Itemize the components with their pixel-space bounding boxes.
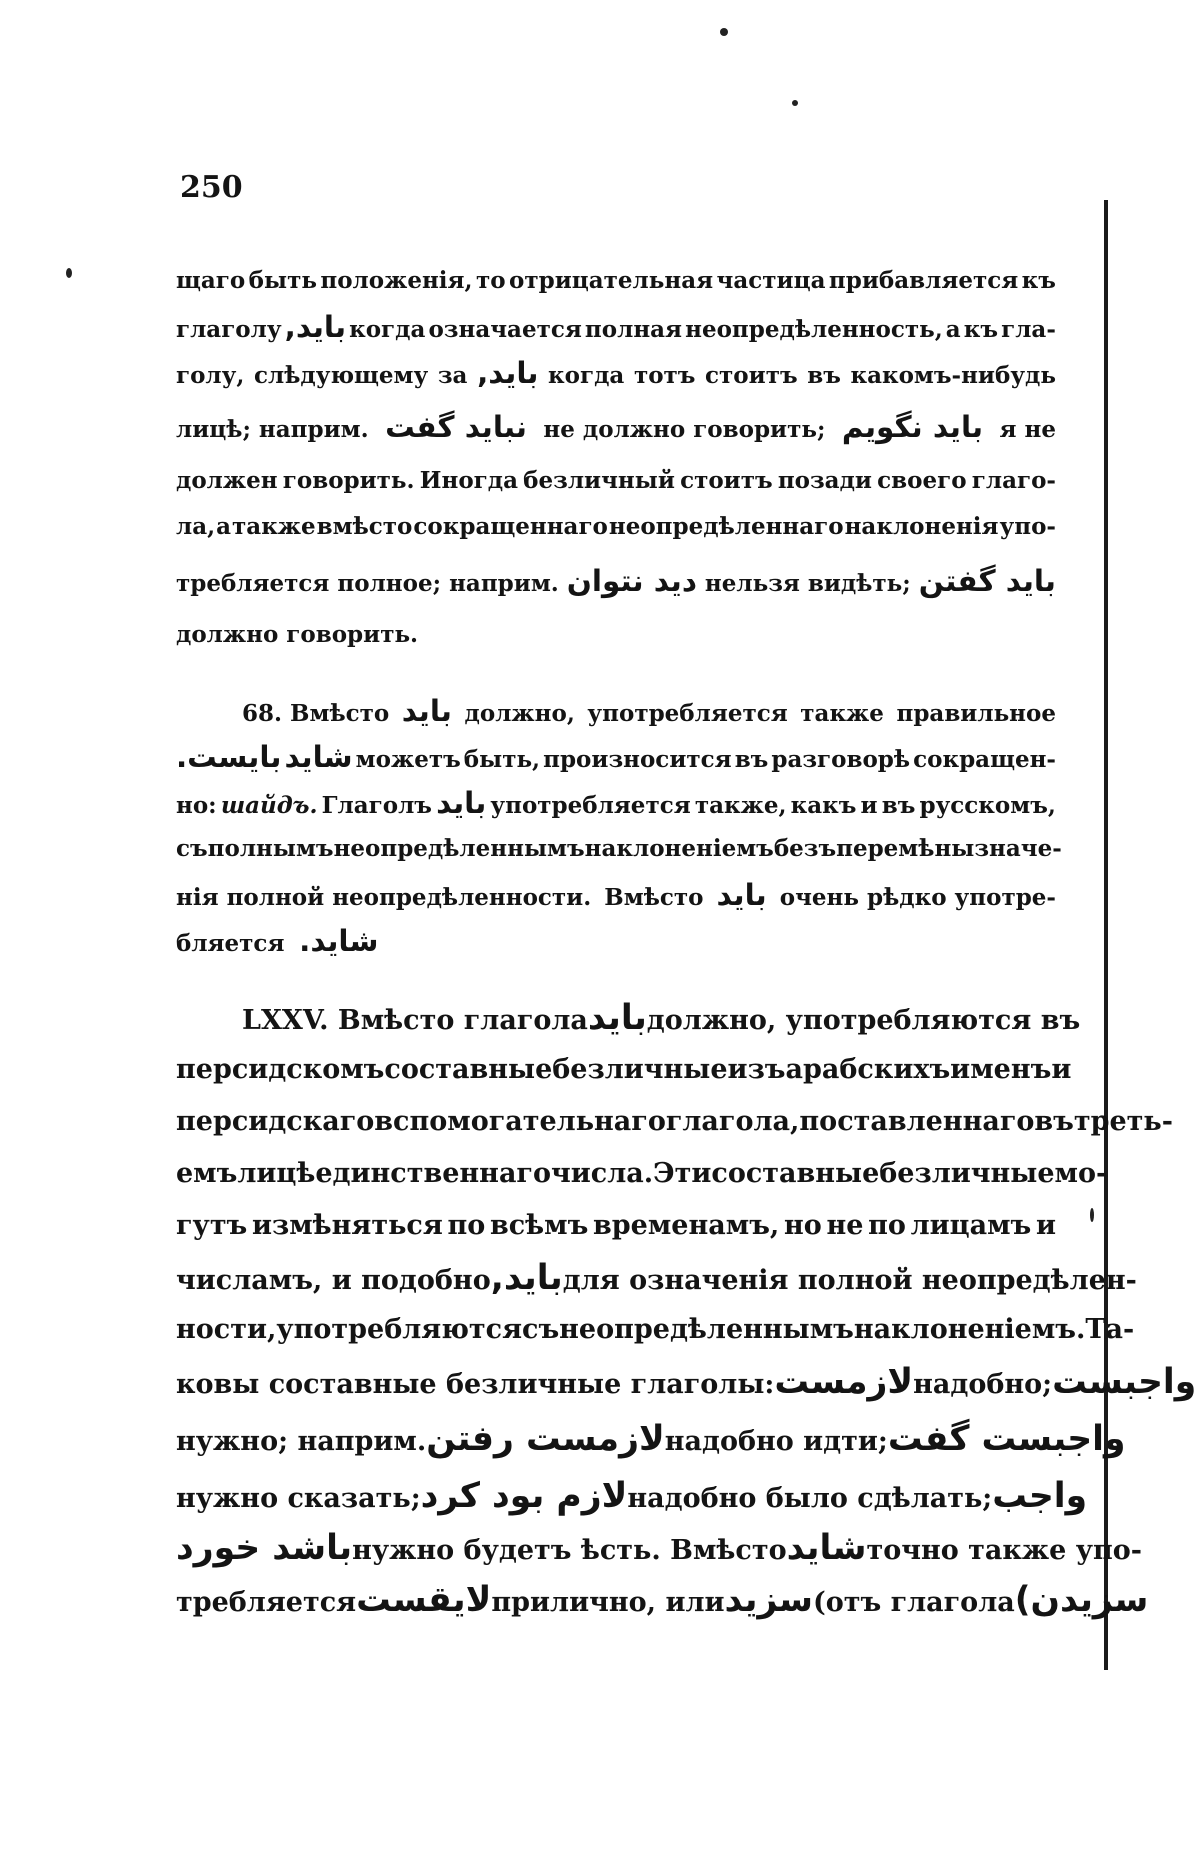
word: очень рѣдко употре- xyxy=(779,884,1056,911)
word: къ xyxy=(963,316,999,343)
word: перемѣны xyxy=(836,835,975,862)
word: безличные xyxy=(552,1054,728,1085)
word: составные xyxy=(384,1054,553,1085)
paragraph-note-1 xyxy=(176,258,1056,658)
word: своего xyxy=(877,467,967,494)
word: не xyxy=(826,1210,864,1241)
word: составные xyxy=(711,1158,880,1189)
word: по xyxy=(447,1210,486,1241)
word: слѣдующему xyxy=(254,362,429,389)
text-line xyxy=(176,780,1056,826)
text-line xyxy=(176,550,1056,612)
word: правильное xyxy=(896,700,1056,727)
persian-phrase: لازم بود کرد xyxy=(420,1476,628,1516)
persian-word: بایست. xyxy=(176,740,282,774)
word: ности, xyxy=(176,1314,277,1345)
word: глаголу xyxy=(176,316,282,343)
word: также xyxy=(800,700,884,727)
word: по xyxy=(868,1210,906,1241)
persian-word: سزید xyxy=(724,1580,813,1620)
word: какомъ-нибудь xyxy=(850,362,1056,389)
text-line xyxy=(176,1356,1196,1408)
word: когда xyxy=(349,316,426,343)
word: мо- xyxy=(1054,1158,1108,1189)
word: отрицательная xyxy=(509,267,714,294)
word: гутъ xyxy=(176,1210,248,1241)
word: въ xyxy=(1034,1106,1074,1137)
word: какъ xyxy=(790,792,857,819)
word: въ xyxy=(734,746,769,773)
word: говорить. xyxy=(282,467,415,494)
word: то xyxy=(475,267,506,294)
word: и xyxy=(860,792,878,819)
text-line xyxy=(176,1148,1108,1200)
persian-phrase: واجبست گفت xyxy=(887,1419,1126,1459)
word: голу, xyxy=(176,362,245,389)
word: употребляется xyxy=(490,792,691,819)
section-heading-inline: LXXV. Вмѣсто глагола xyxy=(242,1005,588,1036)
persian-word: شاید xyxy=(786,1528,867,1568)
word: сокращеннаго xyxy=(413,513,608,540)
persian-word: واجبست xyxy=(1052,1362,1196,1402)
word: также xyxy=(232,513,316,540)
word: полная xyxy=(584,316,683,343)
transliteration: шайдъ. xyxy=(220,792,318,819)
word: нельзя видѣть; xyxy=(704,570,911,597)
text-line xyxy=(176,688,1056,734)
word: вспомогательнаго xyxy=(374,1106,666,1137)
word: Вмѣсто xyxy=(604,884,704,911)
page-number: 250 xyxy=(180,170,243,205)
word: нужно сказать; xyxy=(176,1483,421,1514)
word: лицѣ xyxy=(237,1158,316,1189)
text-line xyxy=(176,1470,1088,1522)
word: быть, xyxy=(463,746,541,773)
word: въ xyxy=(881,792,916,819)
scan-speck xyxy=(1090,1208,1094,1222)
word: должно, употребляются въ xyxy=(646,1005,1081,1036)
word: должно говорить. xyxy=(176,621,419,648)
scan-speck xyxy=(720,28,728,36)
text-line xyxy=(176,1408,1126,1470)
text-line xyxy=(176,1522,1142,1574)
persian-word: سزیدن) xyxy=(1014,1580,1149,1620)
word: арабскихъ xyxy=(785,1054,951,1085)
word: русскомъ, xyxy=(919,792,1056,819)
word: можетъ xyxy=(355,746,461,773)
scan-speck xyxy=(66,268,72,278)
word: сокращен- xyxy=(913,746,1056,773)
persian-word: لایقست xyxy=(356,1580,492,1620)
text-line xyxy=(176,826,1062,872)
word: когда xyxy=(548,362,625,389)
text-line xyxy=(176,1304,1135,1356)
word: позади xyxy=(777,467,872,494)
persian-word: باید xyxy=(716,878,767,912)
word: безличные xyxy=(879,1158,1055,1189)
word: изъ xyxy=(727,1054,786,1085)
persian-word: باید, xyxy=(284,310,347,344)
word: упо- xyxy=(999,513,1056,540)
word: частица xyxy=(716,267,826,294)
word: неопредѣленнаго xyxy=(608,513,844,540)
scan-speck xyxy=(792,100,798,106)
word: нужно; наприм. xyxy=(176,1426,427,1457)
word: но: xyxy=(176,792,217,819)
word: щаго xyxy=(176,267,246,294)
word: я не xyxy=(999,416,1056,443)
word: съ xyxy=(522,1314,560,1345)
paragraph-68 xyxy=(176,688,1062,964)
word: съ xyxy=(176,835,208,862)
word: быть xyxy=(248,267,317,294)
persian-word: باید, xyxy=(477,356,539,390)
persian-phrase: باید نگویم xyxy=(841,410,984,444)
word: треть- xyxy=(1073,1106,1173,1137)
text-line xyxy=(176,1044,1072,1096)
word: въ xyxy=(807,362,841,389)
word: надобно идти; xyxy=(664,1426,888,1457)
word: положенія, xyxy=(320,267,473,294)
word: измѣняться xyxy=(251,1210,443,1241)
word: емъ xyxy=(176,1158,238,1189)
word: лицамъ xyxy=(910,1210,1032,1241)
word: не должно говорить; xyxy=(543,416,826,443)
word: числа. xyxy=(551,1158,654,1189)
word: надобно; xyxy=(913,1369,1053,1400)
persian-word: لازمست xyxy=(774,1362,914,1402)
word: ла, xyxy=(176,513,216,540)
word: за xyxy=(437,362,468,389)
word: произносится xyxy=(543,746,732,773)
word: надобно было сдѣлать; xyxy=(627,1483,993,1514)
word: всѣмъ xyxy=(489,1210,589,1241)
word: употребляется xyxy=(587,700,788,727)
text-line xyxy=(176,734,1056,780)
word: употребляются xyxy=(276,1314,523,1345)
persian-phrase: باشد خورد xyxy=(176,1528,353,1568)
word: лицѣ; наприм. xyxy=(176,416,369,443)
paragraph-lxxv xyxy=(176,992,1196,1626)
section-number: 68. Вмѣсто xyxy=(242,700,390,727)
word: (отъ глагола xyxy=(812,1587,1015,1618)
word: неопредѣленнымъ xyxy=(559,1314,854,1345)
word: разговорѣ xyxy=(771,746,911,773)
word: наклоненія xyxy=(844,513,999,540)
persian-word: باید, xyxy=(490,1258,563,1298)
word: также, xyxy=(694,792,787,819)
word: временамъ, xyxy=(593,1210,780,1241)
word: къ xyxy=(1021,267,1056,294)
word: Глаголъ xyxy=(321,792,432,819)
word: персидскаго xyxy=(176,1106,375,1137)
word: стоитъ xyxy=(705,362,798,389)
persian-word: باید xyxy=(587,998,647,1038)
word: и xyxy=(1051,1054,1072,1085)
word: а xyxy=(216,513,232,540)
word: бляется xyxy=(176,930,285,957)
text-line xyxy=(176,612,1056,658)
word: Иногда xyxy=(419,467,518,494)
text-line xyxy=(176,1252,1137,1304)
word: для означенія полной неопредѣлен- xyxy=(562,1265,1137,1296)
word: значе- xyxy=(974,835,1062,862)
word: прилично, или xyxy=(491,1587,725,1618)
word: поставленнаго xyxy=(799,1106,1035,1137)
word: Та- xyxy=(1085,1314,1135,1345)
word: персидскомъ xyxy=(176,1054,385,1085)
text-line xyxy=(176,258,1056,304)
persian-word: باید xyxy=(401,694,452,728)
word: глагола, xyxy=(665,1106,800,1137)
word: требляется полное; наприм. xyxy=(176,570,559,597)
word: глаго- xyxy=(971,467,1056,494)
word: нія полной неопредѣленности. xyxy=(176,884,592,911)
persian-phrase: دید نتوان xyxy=(566,564,697,598)
text-line xyxy=(176,350,1056,396)
persian-word: شاید. xyxy=(299,924,379,958)
word: но xyxy=(784,1210,822,1241)
word: полнымъ xyxy=(207,835,334,862)
persian-phrase: باید گفتن xyxy=(918,564,1056,598)
text-line xyxy=(176,992,1081,1044)
word: Эти xyxy=(653,1158,712,1189)
word: а xyxy=(945,316,961,343)
word: неопредѣленность, xyxy=(685,316,943,343)
word: означается xyxy=(428,316,582,343)
word: нужно будетъ ѣсть. Вмѣсто xyxy=(352,1535,787,1566)
text-line xyxy=(176,396,1056,458)
word: стоитъ xyxy=(680,467,773,494)
word: должен xyxy=(176,467,278,494)
text-line xyxy=(176,458,1056,504)
word: числамъ, и подобно xyxy=(176,1265,491,1296)
text-line xyxy=(176,504,1056,550)
text-line xyxy=(176,1096,1173,1148)
word: прибавляется xyxy=(828,267,1019,294)
text-line xyxy=(176,1200,1056,1252)
word: безличный xyxy=(523,467,675,494)
word: вмѣсто xyxy=(316,513,413,540)
word: гла- xyxy=(1001,316,1056,343)
word: и xyxy=(1035,1210,1056,1241)
persian-phrase: نباید گفت xyxy=(385,410,527,444)
word: именъ xyxy=(950,1054,1052,1085)
word: единственнаго xyxy=(315,1158,551,1189)
word: безъ xyxy=(773,835,837,862)
persian-word: باید xyxy=(436,786,487,820)
word: наклоненіемъ xyxy=(584,835,774,862)
word: должно, xyxy=(464,700,575,727)
persian-word: واجب xyxy=(992,1476,1088,1516)
persian-word: شاید xyxy=(284,740,353,774)
text-line xyxy=(176,304,1056,350)
text-line xyxy=(176,918,1056,964)
word: наклоненіемъ. xyxy=(853,1314,1086,1345)
text-line xyxy=(176,872,1056,918)
persian-phrase: لازمست رفتن xyxy=(426,1419,665,1459)
text-line xyxy=(176,1574,1149,1626)
word: тотъ xyxy=(633,362,696,389)
word: точно также упо- xyxy=(866,1535,1142,1566)
word: требляется xyxy=(176,1587,357,1618)
word: неопредѣленнымъ xyxy=(333,835,585,862)
word: ковы составные безличные глаголы: xyxy=(176,1369,775,1400)
